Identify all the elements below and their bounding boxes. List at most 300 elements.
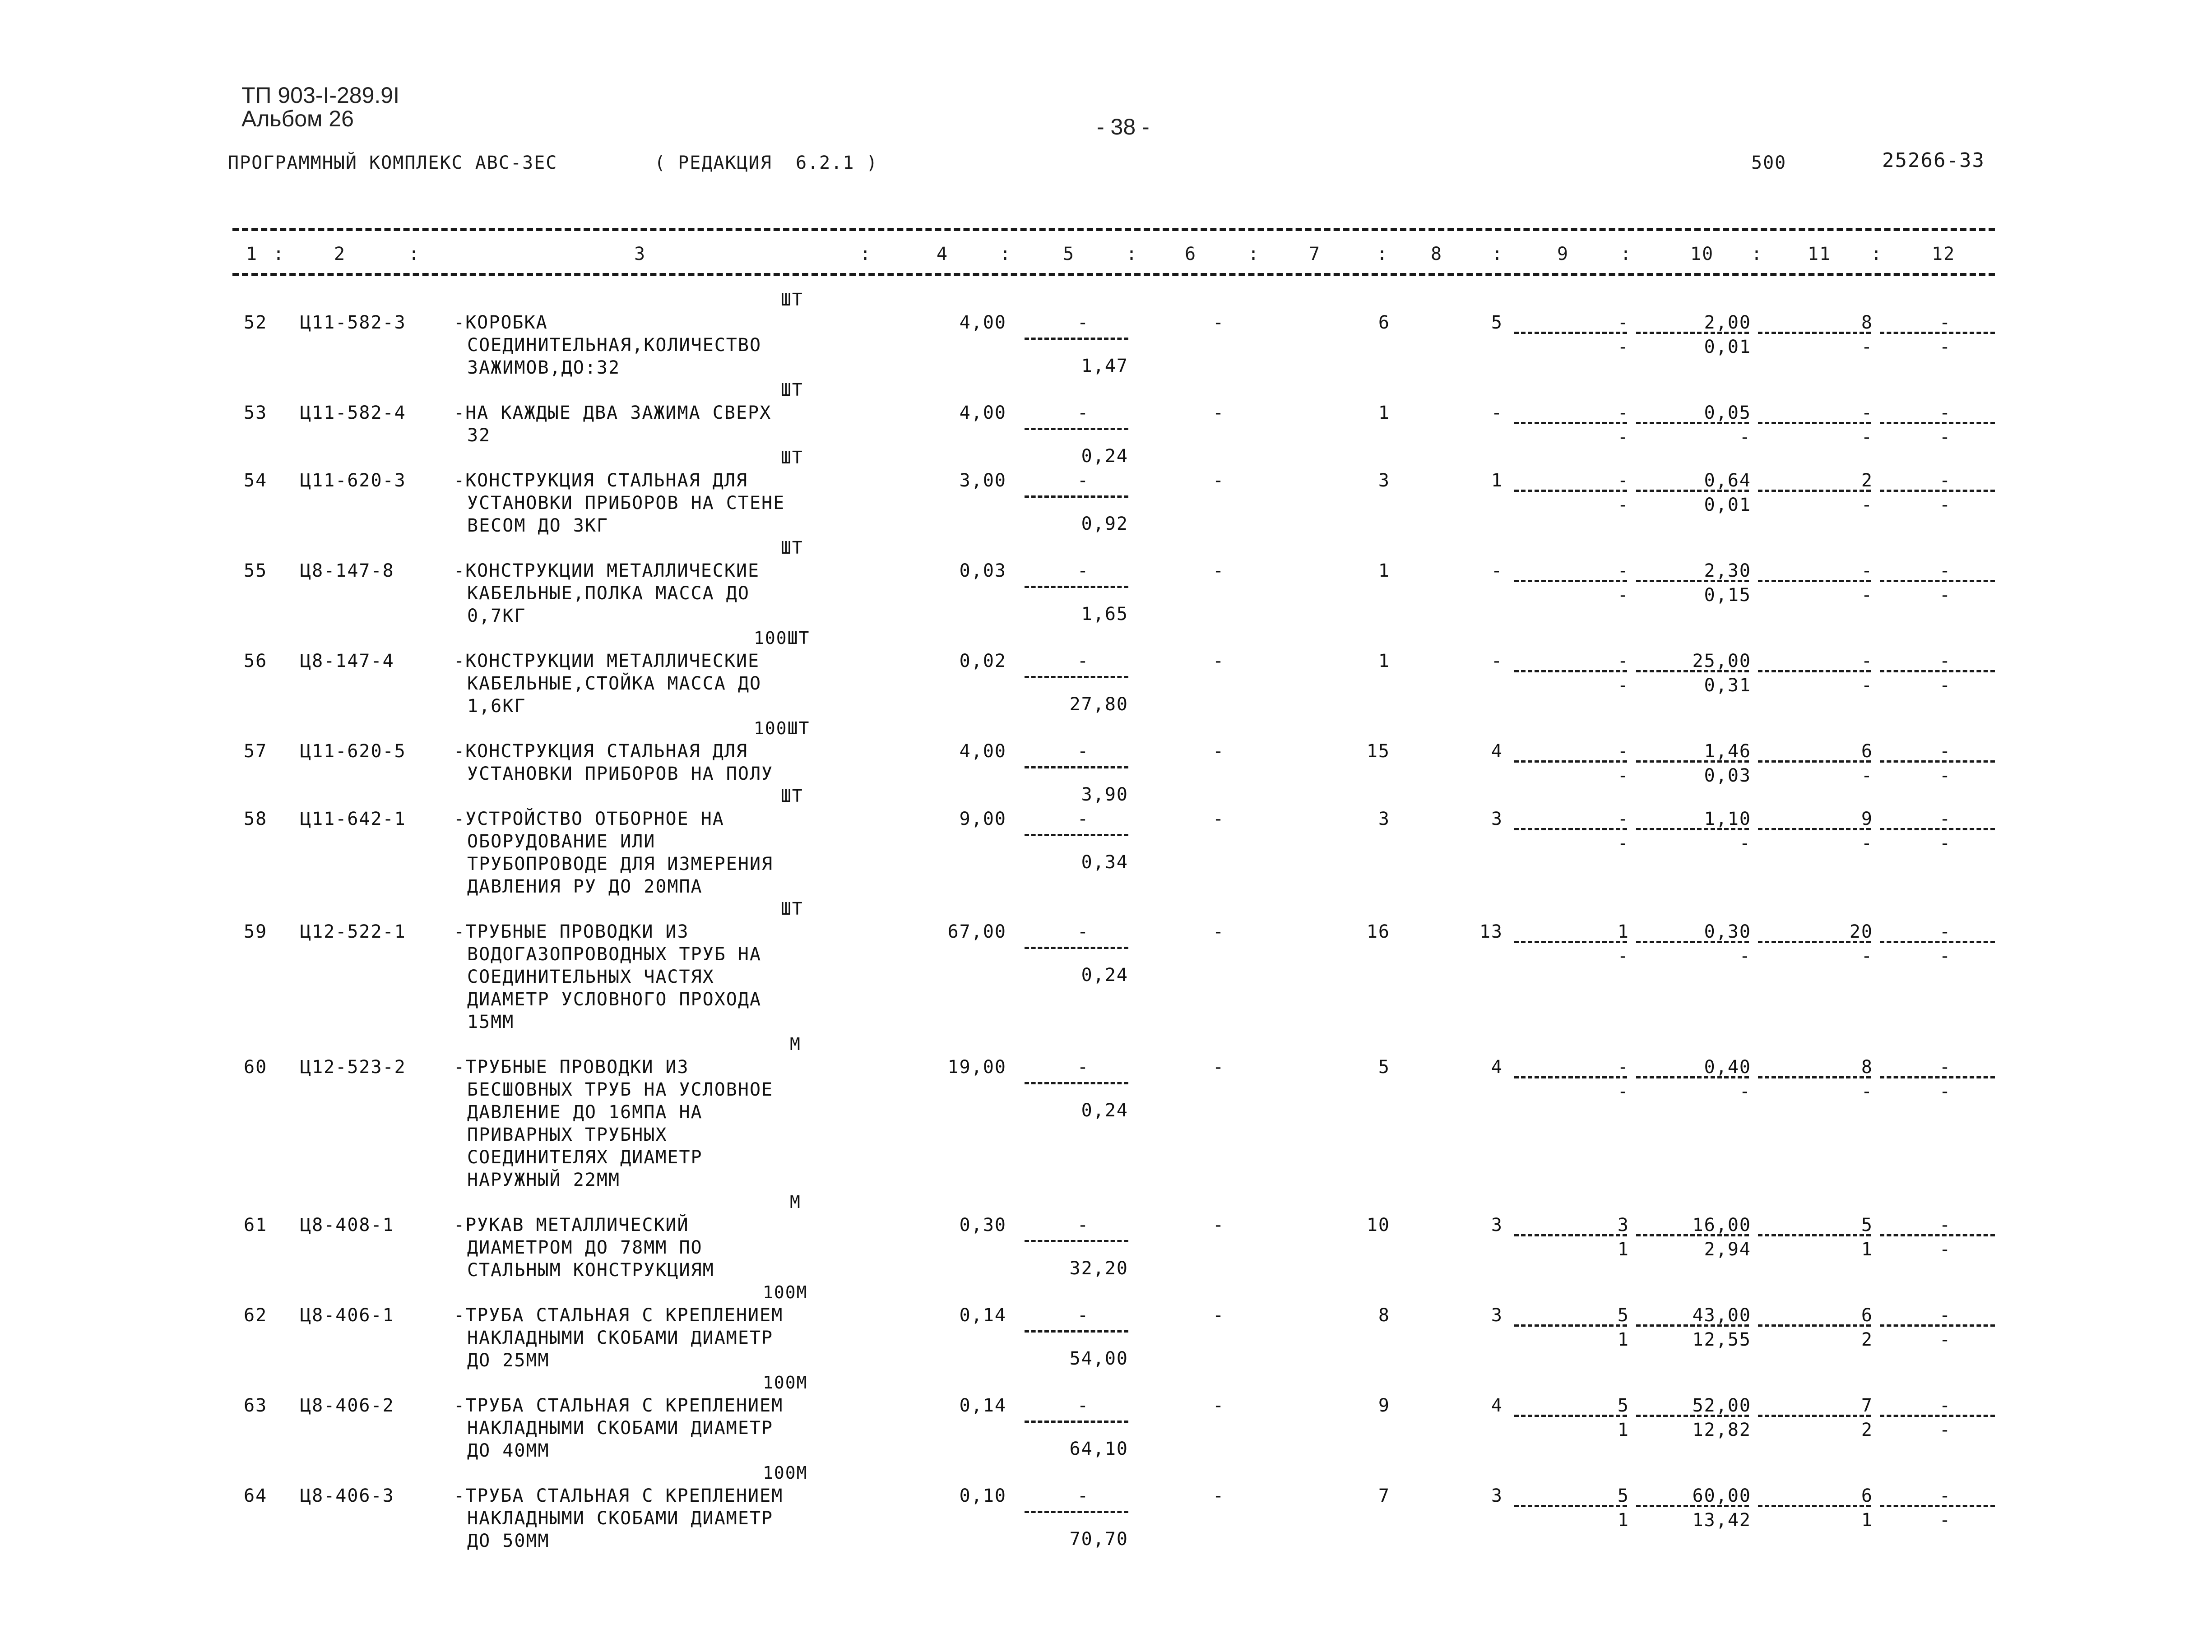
col10-divider <box>1636 490 1749 492</box>
col11-top: - <box>1861 403 1873 423</box>
col12-bottom: - <box>1939 675 1952 696</box>
col5-top: - <box>1077 809 1090 829</box>
row-number: 55 <box>244 560 268 581</box>
col7: 7 <box>1378 1485 1390 1506</box>
col7: 1 <box>1378 651 1390 671</box>
col10-divider <box>1636 941 1749 943</box>
col12-divider <box>1880 760 1995 763</box>
description-line: ДИАМЕТРОМ ДО 78ММ ПО <box>467 1237 703 1258</box>
col9-bottom: 1 <box>1617 1239 1629 1260</box>
col11-bottom: - <box>1861 765 1873 786</box>
row-number: 60 <box>244 1057 268 1078</box>
col12-bottom: - <box>1939 427 1952 448</box>
description-line: НАРУЖНЫЙ 22ММ <box>467 1170 621 1190</box>
column-separator: : <box>273 244 285 264</box>
col12-divider <box>1880 580 1995 582</box>
column-separator: : <box>1871 244 1883 264</box>
description-line: СОЕДИНИТЕЛЬНЫХ ЧАСТЯХ <box>467 967 714 987</box>
col12-top: - <box>1939 741 1952 762</box>
norm-code: Ц8-406-1 <box>300 1305 394 1326</box>
description-line: -ТРУБА СТАЛЬНАЯ С КРЕПЛЕНИЕМ <box>454 1305 784 1326</box>
col5-divider <box>1025 834 1128 836</box>
col8: 4 <box>1491 1395 1503 1416</box>
col10-top: 25,00 <box>1692 651 1751 671</box>
col10-top: 0,40 <box>1704 1057 1751 1078</box>
column-header-2: 2 <box>334 244 346 264</box>
col6: - <box>1212 470 1225 491</box>
row-number: 53 <box>244 403 268 423</box>
col9-bottom: - <box>1617 585 1629 606</box>
unit-label: М <box>790 1192 801 1212</box>
col9-divider <box>1514 332 1627 334</box>
col9-bottom: - <box>1617 1081 1629 1102</box>
col10-top: 0,05 <box>1704 403 1751 423</box>
col11-bottom: 1 <box>1861 1510 1873 1531</box>
col5-divider <box>1025 338 1128 340</box>
description-line: 0,7КГ <box>467 606 526 626</box>
col11-top: 9 <box>1861 809 1873 829</box>
col12-top: - <box>1939 403 1952 423</box>
col12-bottom: - <box>1939 946 1952 967</box>
col9-bottom: - <box>1617 337 1629 357</box>
col7: 5 <box>1378 1057 1390 1078</box>
col5-divider <box>1025 1082 1128 1084</box>
col9-divider <box>1514 760 1627 763</box>
col9-top: - <box>1617 741 1629 762</box>
col6: - <box>1212 1485 1225 1506</box>
col10-bottom: 2,94 <box>1704 1239 1751 1260</box>
col12-divider <box>1880 1415 1995 1417</box>
col5-bottom: 32,20 <box>1069 1258 1128 1279</box>
description-line: СТАЛЬНЫМ КОНСТРУКЦИЯМ <box>467 1260 714 1281</box>
table-top-rule <box>232 228 1995 231</box>
col8: - <box>1491 651 1503 671</box>
col8: 4 <box>1491 741 1503 762</box>
col9-top: - <box>1617 651 1629 671</box>
col5-top: - <box>1077 1215 1090 1236</box>
col11-bottom: 2 <box>1861 1329 1873 1350</box>
col9-bottom: - <box>1617 495 1629 515</box>
description-line: ДО 50ММ <box>467 1531 550 1551</box>
col5-divider <box>1025 947 1128 949</box>
description-line: -ТРУБА СТАЛЬНАЯ С КРЕПЛЕНИЕМ <box>454 1395 784 1416</box>
col7: 6 <box>1378 312 1390 333</box>
quantity: 67,00 <box>947 921 1006 942</box>
col11-divider <box>1758 422 1871 424</box>
col10-bottom: 13,42 <box>1692 1510 1751 1531</box>
description-line: -КОРОБКА <box>454 312 548 333</box>
description-line: НАКЛАДНЫМИ СКОБАМИ ДИАМЕТР <box>467 1508 774 1529</box>
row-number: 57 <box>244 741 268 762</box>
col9-top: - <box>1617 560 1629 581</box>
col10-bottom: 0,31 <box>1704 675 1751 696</box>
col9-top: - <box>1617 312 1629 333</box>
col12-top: - <box>1939 1057 1952 1078</box>
col11-bottom: - <box>1861 337 1873 357</box>
col5-divider <box>1025 1330 1128 1333</box>
description-line: НАКЛАДНЫМИ СКОБАМИ ДИАМЕТР <box>467 1328 774 1348</box>
col8: - <box>1491 560 1503 581</box>
col9-divider <box>1514 580 1627 582</box>
column-separator: : <box>408 244 421 264</box>
col12-bottom: - <box>1939 1329 1952 1350</box>
col10-top: 60,00 <box>1692 1485 1751 1506</box>
col5-bottom: 70,70 <box>1069 1529 1128 1550</box>
description-line: СОЕДИНИТЕЛЬНАЯ,КОЛИЧЕСТВО <box>467 335 762 356</box>
col9-divider <box>1514 1076 1627 1078</box>
col9-bottom: 1 <box>1617 1510 1629 1531</box>
unit-label: ШТ <box>781 786 803 806</box>
row-number: 62 <box>244 1305 268 1326</box>
column-header-4: 4 <box>937 244 949 264</box>
quantity: 0,10 <box>959 1485 1006 1506</box>
col11-divider <box>1758 828 1871 830</box>
col5-divider <box>1025 1511 1128 1513</box>
description-line: ВЕСОМ ДО 3КГ <box>467 515 608 536</box>
unit-label: ШТ <box>781 290 803 310</box>
col10-top: 2,00 <box>1704 312 1751 333</box>
col10-divider <box>1636 422 1749 424</box>
col10-divider <box>1636 332 1749 334</box>
col11-divider <box>1758 1505 1871 1507</box>
col12-bottom: - <box>1939 1510 1952 1531</box>
col10-top: 1,46 <box>1704 741 1751 762</box>
col12-divider <box>1880 1234 1995 1236</box>
col6: - <box>1212 403 1225 423</box>
col5-divider <box>1025 1240 1128 1242</box>
quantity: 9,00 <box>959 809 1006 829</box>
column-header-6: 6 <box>1185 244 1197 264</box>
col10-top: 16,00 <box>1692 1215 1751 1236</box>
col7: 1 <box>1378 403 1390 423</box>
norm-code: Ц8-147-4 <box>300 651 394 671</box>
col12-bottom: - <box>1939 337 1952 357</box>
quantity: 0,14 <box>959 1305 1006 1326</box>
unit-label: ШТ <box>781 899 803 919</box>
column-header-12: 12 <box>1932 244 1956 264</box>
col5-bottom: 3,90 <box>1081 784 1128 805</box>
quantity: 4,00 <box>959 741 1006 762</box>
col9-top: - <box>1617 403 1629 423</box>
col11-divider <box>1758 941 1871 943</box>
col10-divider <box>1636 1415 1749 1417</box>
col9-top: 5 <box>1617 1305 1629 1326</box>
col5-divider <box>1025 428 1128 430</box>
col8: 5 <box>1491 312 1503 333</box>
description-line: ЗАЖИМОВ,ДО:32 <box>467 357 621 378</box>
col8: 3 <box>1491 1215 1503 1236</box>
description-line: -КОНСТРУКЦИЯ СТАЛЬНАЯ ДЛЯ <box>454 741 748 762</box>
col6: - <box>1212 1215 1225 1236</box>
col11-bottom: 1 <box>1861 1239 1873 1260</box>
col12-bottom: - <box>1939 1420 1952 1440</box>
col12-divider <box>1880 670 1995 672</box>
description-line: -КОНСТРУКЦИЯ СТАЛЬНАЯ ДЛЯ <box>454 470 748 491</box>
table-header-rule <box>232 273 1995 276</box>
col9-bottom: - <box>1617 675 1629 696</box>
col11-top: 2 <box>1861 470 1873 491</box>
col8: 3 <box>1491 1485 1503 1506</box>
description-line: ВОДОГАЗОПРОВОДНЫХ ТРУБ НА <box>467 944 762 965</box>
col12-bottom: - <box>1939 1081 1952 1102</box>
col11-top: 5 <box>1861 1215 1873 1236</box>
row-number: 56 <box>244 651 268 671</box>
col12-top: - <box>1939 1215 1952 1236</box>
col12-divider <box>1880 422 1995 424</box>
col10-top: 52,00 <box>1692 1395 1751 1416</box>
column-separator: : <box>1248 244 1260 264</box>
column-separator: : <box>1000 244 1012 264</box>
quantity: 4,00 <box>959 403 1006 423</box>
col5-bottom: 0,92 <box>1081 514 1128 534</box>
description-line: 15ММ <box>467 1012 515 1032</box>
col9-top: 3 <box>1617 1215 1629 1236</box>
col12-divider <box>1880 490 1995 492</box>
description-line: -ТРУБНЫЕ ПРОВОДКИ ИЗ <box>454 1057 689 1078</box>
row-number: 52 <box>244 312 268 333</box>
col8: 13 <box>1479 921 1503 942</box>
col9-divider <box>1514 1324 1627 1327</box>
col5-bottom: 0,24 <box>1081 965 1128 986</box>
description-line: -РУКАВ МЕТАЛЛИЧЕСКИЙ <box>454 1215 689 1236</box>
col9-divider <box>1514 1234 1627 1236</box>
norm-code: Ц11-582-3 <box>300 312 406 333</box>
col10-divider <box>1636 670 1749 672</box>
col10-bottom: 0,01 <box>1704 495 1751 515</box>
col12-top: - <box>1939 1395 1952 1416</box>
unit-label: 100М <box>763 1463 808 1483</box>
program-title: ПРОГРАММНЫЙ КОМПЛЕКС АВС-3ЕС <box>228 153 558 173</box>
col5-top: - <box>1077 1305 1090 1326</box>
unit-label: ШТ <box>781 448 803 467</box>
col5-bottom: 0,24 <box>1081 1100 1128 1121</box>
col11-divider <box>1758 1234 1871 1236</box>
description-line: ТРУБОПРОВОДЕ ДЛЯ ИЗМЕРЕНИЯ <box>467 854 774 875</box>
norm-code: Ц12-523-2 <box>300 1057 406 1078</box>
column-header-7: 7 <box>1309 244 1321 264</box>
col6: - <box>1212 312 1225 333</box>
column-separator: : <box>1620 244 1632 264</box>
col5-divider <box>1025 495 1128 498</box>
col11-divider <box>1758 760 1871 763</box>
col10-top: 43,00 <box>1692 1305 1751 1326</box>
unit-label: ШТ <box>781 538 803 558</box>
col9-divider <box>1514 490 1627 492</box>
album-label: Альбом 26 <box>241 106 354 131</box>
unit-label: М <box>790 1034 801 1054</box>
description-line: КАБЕЛЬНЫЕ,СТОЙКА МАССА ДО <box>467 673 762 694</box>
description-line: 32 <box>467 425 491 446</box>
col8: - <box>1491 403 1503 423</box>
column-separator: : <box>860 244 872 264</box>
norm-code: Ц8-408-1 <box>300 1215 394 1236</box>
col10-top: 0,30 <box>1704 921 1751 942</box>
description-line: -УСТРОЙСТВО ОТБОРНОЕ НА <box>454 809 724 829</box>
col10-bottom: 0,15 <box>1704 585 1751 606</box>
code-right: 25266-33 <box>1882 149 1985 172</box>
col10-divider <box>1636 1234 1749 1236</box>
col11-top: 6 <box>1861 1305 1873 1326</box>
row-number: 54 <box>244 470 268 491</box>
row-number: 58 <box>244 809 268 829</box>
col6: - <box>1212 741 1225 762</box>
col7: 16 <box>1366 921 1390 942</box>
column-separator: : <box>1377 244 1389 264</box>
edition-label: ( РЕДАКЦИЯ 6.2.1 ) <box>654 153 878 173</box>
norm-code: Ц12-522-1 <box>300 921 406 942</box>
col7: 1 <box>1378 560 1390 581</box>
col11-top: 8 <box>1861 312 1873 333</box>
col9-divider <box>1514 670 1627 672</box>
unit-label: 100ШТ <box>754 628 810 648</box>
col6: - <box>1212 1395 1225 1416</box>
col12-bottom: - <box>1939 495 1952 515</box>
col11-divider <box>1758 1324 1871 1327</box>
col5-top: - <box>1077 921 1090 942</box>
col9-divider <box>1514 828 1627 830</box>
col11-top: - <box>1861 651 1873 671</box>
col5-divider <box>1025 586 1128 588</box>
col9-divider <box>1514 1415 1627 1417</box>
col11-bottom: - <box>1861 427 1873 448</box>
description-line: НАКЛАДНЫМИ СКОБАМИ ДИАМЕТР <box>467 1418 774 1439</box>
col12-divider <box>1880 332 1995 334</box>
description-line: 1,6КГ <box>467 696 526 717</box>
description-line: ДАВЛЕНИЕ ДО 16МПА НА <box>467 1102 703 1123</box>
col11-bottom: 2 <box>1861 1420 1873 1440</box>
col10-bottom: - <box>1739 946 1751 967</box>
unit-label: 100М <box>763 1282 808 1302</box>
column-header-10: 10 <box>1690 244 1714 264</box>
col12-bottom: - <box>1939 833 1952 854</box>
column-separator: : <box>1751 244 1763 264</box>
col12-divider <box>1880 1324 1995 1327</box>
code-left: 500 <box>1751 153 1787 173</box>
col12-top: - <box>1939 1305 1952 1326</box>
col9-top: 5 <box>1617 1485 1629 1506</box>
col8: 4 <box>1491 1057 1503 1078</box>
col10-divider <box>1636 828 1749 830</box>
col12-divider <box>1880 828 1995 830</box>
description-line: ДО 25ММ <box>467 1350 550 1371</box>
column-separator: : <box>1126 244 1138 264</box>
norm-code: Ц11-620-5 <box>300 741 406 762</box>
col5-divider <box>1025 1421 1128 1423</box>
col9-divider <box>1514 941 1627 943</box>
col12-divider <box>1880 1505 1995 1507</box>
col10-divider <box>1636 1505 1749 1507</box>
norm-code: Ц11-642-1 <box>300 809 406 829</box>
col5-top: - <box>1077 560 1090 581</box>
col5-divider <box>1025 766 1128 768</box>
col9-top: 5 <box>1617 1395 1629 1416</box>
norm-code: Ц8-406-3 <box>300 1485 394 1506</box>
col12-top: - <box>1939 1485 1952 1506</box>
norm-code: Ц11-620-3 <box>300 470 406 491</box>
col12-divider <box>1880 941 1995 943</box>
norm-code: Ц8-147-8 <box>300 560 394 581</box>
quantity: 0,02 <box>959 651 1006 671</box>
col5-bottom: 1,47 <box>1081 356 1128 376</box>
column-header-1: 1 <box>246 244 258 264</box>
description-line: СОЕДИНИТЕЛЯХ ДИАМЕТР <box>467 1147 703 1168</box>
row-number: 59 <box>244 921 268 942</box>
col10-divider <box>1636 1324 1749 1327</box>
quantity: 0,14 <box>959 1395 1006 1416</box>
col11-divider <box>1758 490 1871 492</box>
col10-divider <box>1636 1076 1749 1078</box>
col11-bottom: - <box>1861 675 1873 696</box>
col5-bottom: 64,10 <box>1069 1439 1128 1459</box>
col10-top: 0,64 <box>1704 470 1751 491</box>
col8: 1 <box>1491 470 1503 491</box>
row-number: 63 <box>244 1395 268 1416</box>
col10-bottom: 0,01 <box>1704 337 1751 357</box>
col7: 9 <box>1378 1395 1390 1416</box>
col6: - <box>1212 1057 1225 1078</box>
col12-bottom: - <box>1939 1239 1952 1260</box>
description-line: ПРИВАРНЫХ ТРУБНЫХ <box>467 1124 668 1145</box>
description-line: БЕСШОВНЫХ ТРУБ НА УСЛОВНОЕ <box>467 1079 774 1100</box>
unit-label: ШТ <box>781 380 803 400</box>
col11-top: 6 <box>1861 741 1873 762</box>
col5-divider <box>1025 676 1128 678</box>
col12-top: - <box>1939 651 1952 671</box>
row-number: 64 <box>244 1485 268 1506</box>
col10-bottom: 0,03 <box>1704 765 1751 786</box>
col11-divider <box>1758 1415 1871 1417</box>
col11-divider <box>1758 670 1871 672</box>
col5-bottom: 54,00 <box>1069 1348 1128 1369</box>
col5-bottom: 0,24 <box>1081 446 1128 467</box>
col10-divider <box>1636 760 1749 763</box>
col8: 3 <box>1491 809 1503 829</box>
column-header-11: 11 <box>1808 244 1832 264</box>
col11-bottom: - <box>1861 1081 1873 1102</box>
col9-bottom: - <box>1617 833 1629 854</box>
quantity: 19,00 <box>947 1057 1006 1078</box>
col11-bottom: - <box>1861 833 1873 854</box>
column-header-8: 8 <box>1431 244 1443 264</box>
description-line: ДАВЛЕНИЯ РУ ДО 20МПА <box>467 876 703 897</box>
col12-bottom: - <box>1939 765 1952 786</box>
column-separator: : <box>1492 244 1504 264</box>
description-line: -ТРУБА СТАЛЬНАЯ С КРЕПЛЕНИЕМ <box>454 1485 784 1506</box>
col5-top: - <box>1077 651 1090 671</box>
col9-bottom: - <box>1617 946 1629 967</box>
description-line: -КОНСТРУКЦИИ МЕТАЛЛИЧЕСКИЕ <box>454 651 760 671</box>
col5-top: - <box>1077 470 1090 491</box>
description-line: -КОНСТРУКЦИИ МЕТАЛЛИЧЕСКИЕ <box>454 560 760 581</box>
unit-label: 100М <box>763 1373 808 1393</box>
col11-top: - <box>1861 560 1873 581</box>
col9-bottom: - <box>1617 427 1629 448</box>
col10-divider <box>1636 580 1749 582</box>
description-line: ДО 40ММ <box>467 1440 550 1461</box>
col12-top: - <box>1939 470 1952 491</box>
col5-bottom: 1,65 <box>1081 604 1128 625</box>
description-line: ОБОРУДОВАНИЕ ИЛИ <box>467 831 656 852</box>
col11-divider <box>1758 580 1871 582</box>
col11-bottom: - <box>1861 495 1873 515</box>
col12-divider <box>1880 1076 1995 1078</box>
col11-top: 20 <box>1849 921 1873 942</box>
page-number: - 38 - <box>1097 114 1150 139</box>
col12-top: - <box>1939 921 1952 942</box>
column-header-9: 9 <box>1557 244 1569 264</box>
col11-top: 8 <box>1861 1057 1873 1078</box>
col12-top: - <box>1939 560 1952 581</box>
